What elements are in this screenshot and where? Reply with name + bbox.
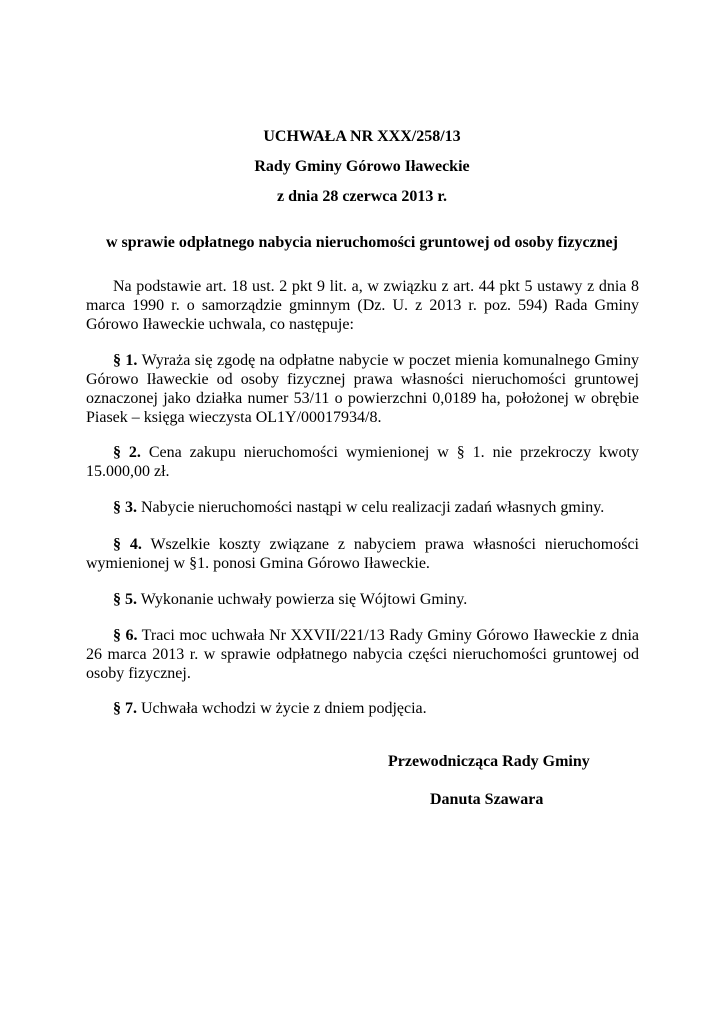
section-6 <box>86 626 639 683</box>
section-label: § 1. <box>113 352 138 369</box>
section-text: Wykonanie uchwały powierza się Wójtowi Gminy. <box>137 591 468 608</box>
signatory-title: Przewodnicząca Rady Gminy <box>388 753 590 770</box>
resolution-title: UCHWAŁA NR XXX/258/13 <box>263 128 461 145</box>
section-5 <box>86 590 639 609</box>
section-1 <box>86 351 639 427</box>
section-text: Wyraża się zgodę na odpłatne nabycie w poczet mienia komunalnego Gminy Górowo Iławeckie od osoby fizycznej prawa własności nieruchomości gruntowej oznaczonej jako działka numer 53/11 o powierzchni 0,0189 ha, położonej w obrębie Piasek – księga wieczysta OL1Y/00017934/8. <box>86 352 639 426</box>
section-7 <box>86 699 639 718</box>
resolution-date: z dnia 28 czerwca 2013 r. <box>276 188 448 205</box>
section-text: Wszelkie koszty związane z nabyciem prawa własności nieruchomości wymienionej w §1. ponosi Gmina Górowo Iławeckie. <box>86 536 640 572</box>
resolution-subject: w sprawie odpłatnego nabycia nieruchomości gruntowej od osoby fizycznej <box>106 234 618 251</box>
section-4 <box>86 535 639 573</box>
section-text: Uchwała wchodzi w życie z dniem podjęcia. <box>137 700 427 717</box>
section-label: § 4. <box>113 536 142 553</box>
section-text: Traci moc uchwała Nr XXVII/221/13 Rady Gminy Górowo Iławeckie z dnia 26 marca 2013 r. w sprawie odpłatnego nabycia części nieruchomości gruntowej od osoby fizycznej. <box>86 627 640 682</box>
section-label: § 3. <box>113 499 137 516</box>
section-2 <box>86 443 639 481</box>
section-text: Nabycie nieruchomości nastąpi w celu realizacji zadań własnych gminy. <box>137 499 605 516</box>
resolution-issuer: Rady Gminy Górowo Iławeckie <box>254 158 470 175</box>
section-3 <box>86 498 639 517</box>
section-label: § 2. <box>113 444 141 461</box>
signatory-name: Danuta Szawara <box>430 791 544 808</box>
section-label: § 7. <box>113 700 137 717</box>
section-label: § 5. <box>113 591 137 608</box>
section-text: Cena zakupu nieruchomości wymienionej w § 1. nie przekroczy kwoty 15.000,00 zł. <box>86 444 640 480</box>
section-label: § 6. <box>113 627 138 644</box>
legal-basis-paragraph: Na podstawie art. 18 ust. 2 pkt 9 lit. a, w związku z art. 44 pkt 5 ustawy z dnia 8 marca 1990 r. o samorządzie gminnym (Dz. U. z 2013 r. poz. 594) Rada Gminy Górowo Iławeckie uchwala, co następuje: <box>86 278 639 333</box>
